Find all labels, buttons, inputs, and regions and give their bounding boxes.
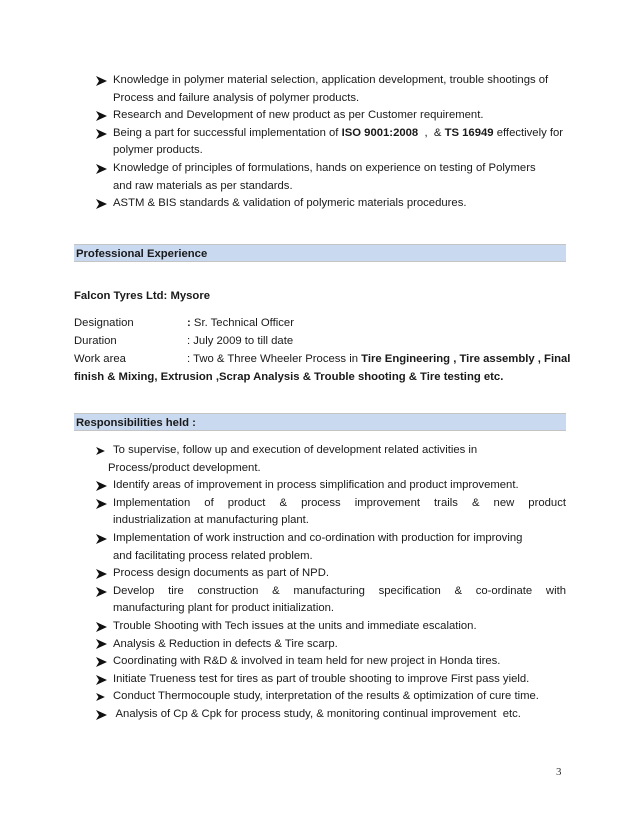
list-item-text: Conduct Thermocouple study, interpretation of the results & optimization of cure time. bbox=[113, 690, 539, 703]
section-header-responsibilities: Responsibilities held : bbox=[74, 413, 566, 431]
list-item-text: Process/product development. bbox=[108, 461, 261, 474]
arrow-bullet-icon bbox=[96, 107, 110, 125]
list-item bbox=[96, 653, 566, 671]
list-item bbox=[96, 442, 566, 477]
list-item-text: and raw materials as per standards. bbox=[113, 179, 293, 192]
arrow-bullet-icon bbox=[96, 495, 110, 513]
page-number: 3 bbox=[556, 766, 562, 778]
list-item bbox=[96, 160, 566, 195]
section-header-experience: Professional Experience bbox=[74, 244, 566, 262]
list-item-text: industrialization at manufacturing plant. bbox=[113, 514, 309, 527]
list-item bbox=[96, 688, 566, 706]
arrow-bullet-icon bbox=[96, 530, 110, 548]
duration-row bbox=[74, 333, 574, 351]
list-item-text: To supervise, follow up and execution of development related activities in bbox=[113, 444, 478, 456]
arrow-bullet-icon bbox=[96, 160, 110, 178]
arrow-bullet-icon bbox=[96, 636, 110, 654]
list-item-text: polymer products. bbox=[113, 144, 203, 157]
designation-row: Designation : Sr. Technical Officer bbox=[74, 315, 574, 333]
arrow-bullet-icon bbox=[96, 688, 110, 706]
list-item-text: Knowledge of principles of formulations, hands on experience on testing of Polymers bbox=[113, 161, 536, 174]
arrow-bullet-icon bbox=[96, 565, 110, 583]
arrow-bullet-icon bbox=[96, 125, 110, 143]
list-item-text: Knowledge in polymer material selection, application development, trouble shootings of bbox=[113, 74, 549, 86]
list-item-text: Identify areas of improvement in process simplification and product improvement. bbox=[113, 479, 519, 492]
list-item-text: ASTM & BIS standards & validation of polymeric materials procedures. bbox=[113, 197, 467, 210]
list-item-text: Analysis of Cp & Cpk for process study, & monitoring continual improvement etc. bbox=[113, 707, 521, 720]
list-item bbox=[96, 125, 566, 160]
list-item bbox=[96, 107, 566, 125]
list-item bbox=[96, 530, 566, 565]
duration-value: : July 2009 to till date bbox=[187, 335, 294, 347]
list-item-text: Implementation of product & process improvement trails & new product bbox=[113, 496, 566, 509]
company-name: Falcon Tyres Ltd: Mysore bbox=[74, 290, 211, 302]
list-item-text: manufacturing plant for product initialization. bbox=[113, 602, 335, 615]
work-area-row: Work area : Two & Three Wheeler Process in Tire Engineering , Tire assembly , Final bbox=[74, 351, 574, 369]
arrow-bullet-icon bbox=[96, 442, 110, 460]
list-item bbox=[96, 72, 566, 107]
list-item bbox=[96, 195, 566, 213]
list-item-text: Initiate Trueness test for tires as part of trouble shooting to improve First pass yield. bbox=[113, 672, 530, 685]
list-item bbox=[96, 706, 566, 724]
list-item bbox=[96, 477, 566, 495]
arrow-bullet-icon bbox=[96, 671, 110, 689]
list-item-text: Implementation of work instruction and co-ordination with production for improving bbox=[113, 531, 523, 544]
list-item bbox=[96, 565, 566, 583]
work-area-label: Work area bbox=[74, 353, 126, 365]
arrow-bullet-icon bbox=[96, 618, 110, 636]
designation-label: Designation bbox=[74, 317, 134, 329]
list-item-text: and facilitating process related problem. bbox=[113, 549, 313, 562]
arrow-bullet-icon bbox=[96, 583, 110, 601]
arrow-bullet-icon bbox=[96, 195, 110, 213]
responsibilities-list bbox=[96, 442, 566, 724]
list-item-text: Coordinating with R&D & involved in team held for new project in Honda tires. bbox=[113, 655, 501, 668]
list-item bbox=[96, 583, 566, 618]
list-item bbox=[96, 618, 566, 636]
arrow-bullet-icon bbox=[96, 653, 110, 671]
duration-label: Duration bbox=[74, 335, 117, 347]
list-item-text: Develop tire construction & manufacturing specification & co-ordinate with bbox=[113, 584, 566, 597]
skills-list bbox=[96, 72, 566, 213]
list-item-text: Process design documents as part of NPD. bbox=[113, 567, 329, 580]
list-item-text: Analysis & Reduction in defects & Tire scarp. bbox=[113, 637, 338, 650]
list-item bbox=[96, 495, 566, 530]
list-item-text: Process and failure analysis of polymer products. bbox=[113, 91, 360, 104]
list-item bbox=[96, 636, 566, 654]
arrow-bullet-icon bbox=[96, 706, 110, 724]
arrow-bullet-icon bbox=[96, 477, 110, 495]
arrow-bullet-icon bbox=[96, 72, 110, 90]
list-item-text: Being a part for successful implementation of ISO 9001:2008 , & TS 16949 effectively for bbox=[113, 126, 564, 139]
work-area-continued: finish & Mixing, Extrusion ,Scrap Analysis & Trouble shooting & Tire testing etc. bbox=[74, 371, 504, 383]
list-item-text: Research and Development of new product as per Customer requirement. bbox=[113, 109, 484, 122]
list-item-text: Trouble Shooting with Tech issues at the units and immediate escalation. bbox=[113, 619, 477, 632]
designation-value: Sr. Technical Officer bbox=[193, 317, 294, 329]
list-item bbox=[96, 671, 566, 689]
